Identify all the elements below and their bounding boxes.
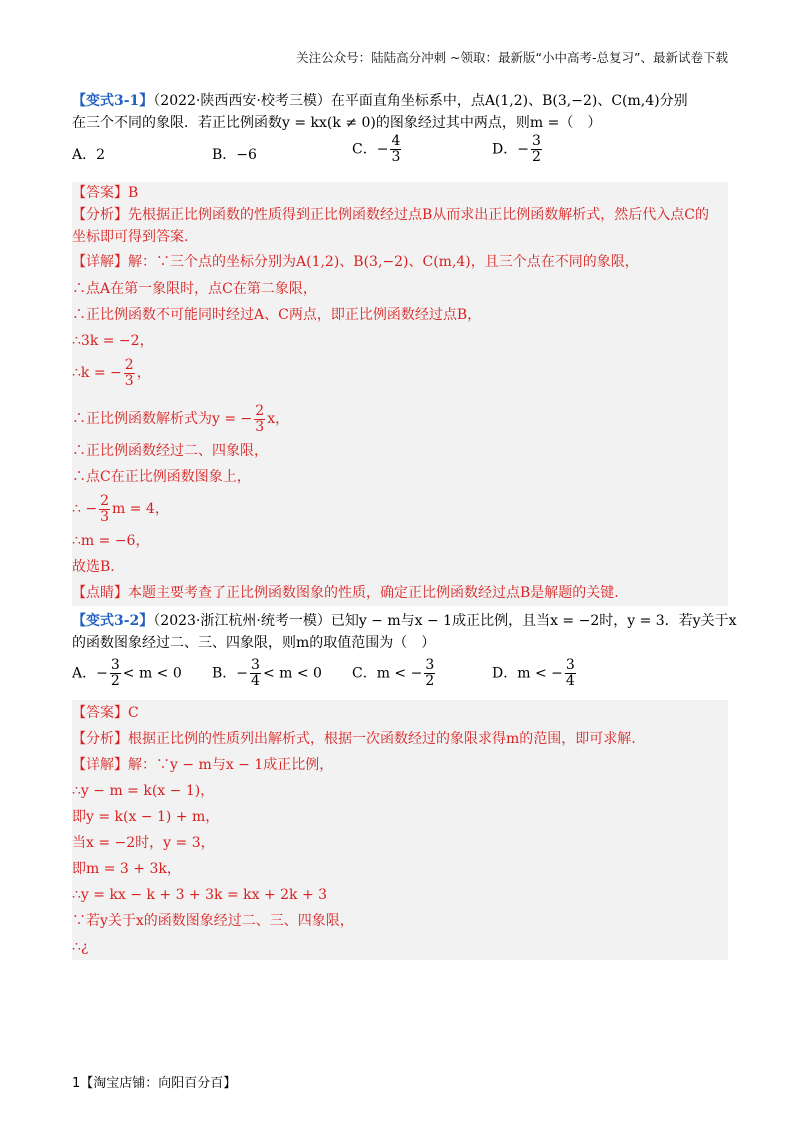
main-content: [72, 90, 737, 960]
option-b: B．− $\frac{3}{4}$ < m < 0: [212, 657, 322, 689]
step-2-1: ∴y − m = k(x − 1)，: [72, 783, 215, 799]
option-c: C．m < − $\frac{3}{2}$: [352, 657, 435, 689]
option-c: C．− $\frac{4}{3}$: [352, 133, 401, 165]
step-2-6: ∵若y关于x的函数图象经过二、三、四象限，: [72, 913, 354, 929]
step-10: 故选B.: [72, 559, 115, 575]
option-d: D．− $\frac{3}{2}$: [492, 133, 541, 165]
page-footer: 1【淘宝店铺：向阳百分百】: [72, 1076, 237, 1091]
question-2-stem-line-1: [72, 610, 737, 632]
step-6: ∴正比例函数经过二、四象限，: [72, 443, 268, 459]
step-1: ∴点A在第一象限时，点C在第二象限，: [72, 281, 317, 297]
step-2-2: 即y = k(x − 1) + m，: [72, 809, 220, 825]
step-9: ∴m = −6，: [72, 533, 150, 549]
analysis-1-line-2: 坐标即可得到答案.: [72, 229, 189, 245]
question-1-stem-line-1: [72, 90, 728, 112]
step-4: ∴k = − $\frac{2}{3}$ ，: [72, 356, 151, 389]
solution-block-1: [72, 182, 728, 606]
analysis-2: 【分析】根据正比例的性质列出解析式，根据一次函数经过的象限求得m的范围，即可求解.: [72, 731, 636, 747]
comment-1: 【点睛】本题主要考查了正比例函数图象的性质，确定正比例函数经过点B是解题的关键.: [72, 585, 619, 601]
question-1-stem-line-2: 在三个不同的象限．若正比例函数y = kx(k ≠ 0)的图象经过其中两点，则m =（ ）: [72, 115, 602, 131]
question-1-tag: 【变式3-1】: [72, 93, 154, 109]
question-2-options: [72, 654, 728, 700]
step-3: ∴3k = −2，: [72, 333, 154, 349]
step-5: ∴正比例函数解析式为y = − $\frac{2}{3}$ x，: [72, 402, 290, 435]
fraction: $\frac{4}{3}$: [391, 133, 401, 165]
analysis-1-line-1: 【分析】先根据正比例函数的性质得到正比例函数经过点B从而求出正比例函数解析式，然后代入点C的: [72, 207, 709, 223]
step-7: ∴点C在正比例函数图象上，: [72, 469, 251, 485]
step-8: ∴ − $\frac{2}{3}$ m = 4，: [72, 492, 169, 525]
question-2-stem-1: （2023·浙江杭州·统考一模）已知y − m与x − 1成正比例，且当x = −2时，y = 3．若y关于x: [153, 613, 737, 629]
detail-2: 【详解】解：∵y − m与x − 1成正比例，: [72, 757, 334, 773]
question-2-tag: 【变式3-2】: [72, 613, 154, 629]
step-2-3: 当x = −2时，y = 3，: [72, 835, 215, 851]
option-b: B．−6: [212, 147, 257, 163]
question-1-options: [72, 134, 728, 174]
answer-1: 【答案】B: [72, 185, 139, 201]
option-a: A．− $\frac{3}{2}$ < m < 0: [72, 657, 182, 689]
detail-1: 【详解】解：∵三个点的坐标分别为A(1,2)、B(3,−2)、C(m,4)，且三个点在不同的象限，: [72, 254, 639, 270]
answer-2: 【答案】C: [72, 705, 139, 721]
question-2-stem-line-2: 的函数图象经过二、三、四象限，则m的取值范围为（ ）: [72, 635, 436, 651]
option-a: A．2: [72, 147, 106, 163]
step-2-5: ∴y = kx − k + 3 + 3k = kx + 2k + 3: [72, 887, 328, 903]
option-d: D．m < − $\frac{3}{4}$: [492, 657, 575, 689]
fraction: $\frac{3}{2}$: [531, 133, 541, 165]
step-2-7: ∴¿: [72, 939, 89, 955]
step-2: ∴正比例函数不可能同时经过A、C两点，即正比例函数经过点B，: [72, 307, 482, 323]
solution-block-2: [72, 700, 728, 960]
step-2-4: 即m = 3 + 3k，: [72, 861, 181, 877]
question-1-stem-1: （2022·陕西西安·校考三模）在平面直角坐标系中，点A(1,2)、B(3,−2)、C(m,4)分别: [153, 93, 688, 109]
page-header: 关注公众号：陆陆高分冲刺 ~领取：最新版“小中高考-总复习”、最新试卷下载: [296, 50, 728, 65]
